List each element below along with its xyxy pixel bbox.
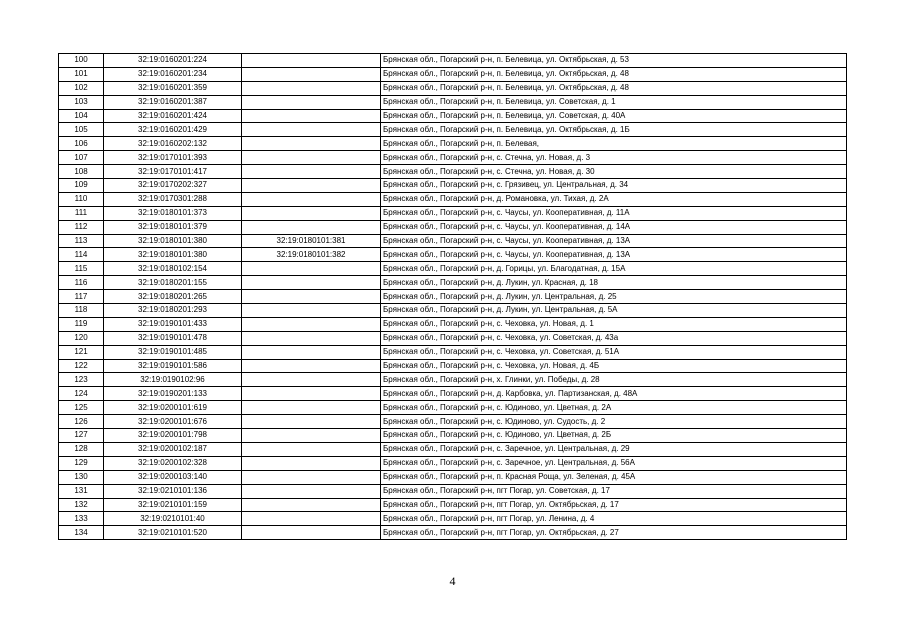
table-row xyxy=(59,512,847,526)
related-cadastral-number-cell xyxy=(242,179,381,193)
related-cadastral-number-cell xyxy=(242,95,381,109)
related-cadastral-number-cell xyxy=(242,165,381,179)
address-cell: Брянская обл., Погарский р-н, с. Грязивец, ул. Центральная, д. 34 xyxy=(381,179,847,193)
related-cadastral-number-cell xyxy=(242,317,381,331)
table-row xyxy=(59,234,847,248)
row-number-cell: 112 xyxy=(59,220,104,234)
address-cell: Брянская обл., Погарский р-н, п. Белевица, ул. Советская, д. 40А xyxy=(381,109,847,123)
table-row xyxy=(59,401,847,415)
related-cadastral-number-cell xyxy=(242,304,381,318)
table-row xyxy=(59,317,847,331)
address-cell: Брянская обл., Погарский р-н, п. Белевица, ул. Октябрьская, д. 48 xyxy=(381,81,847,95)
row-number-cell: 106 xyxy=(59,137,104,151)
address-cell: Брянская обл., Погарский р-н, пгт Погар, ул. Советская, д. 17 xyxy=(381,484,847,498)
address-cell: Брянская обл., Погарский р-н, д. Горицы, ул. Благодатная, д. 15А xyxy=(381,262,847,276)
related-cadastral-number-cell xyxy=(242,206,381,220)
cadastral-number-cell: 32:19:0180201:293 xyxy=(104,304,242,318)
row-number-cell: 124 xyxy=(59,387,104,401)
row-number-cell: 102 xyxy=(59,81,104,95)
cadastral-number-cell: 32:19:0170301:288 xyxy=(104,192,242,206)
table-row xyxy=(59,456,847,470)
cadastral-number-cell: 32:19:0190101:485 xyxy=(104,345,242,359)
table-row xyxy=(59,109,847,123)
cadastral-number-cell: 32:19:0180101:373 xyxy=(104,206,242,220)
row-number-cell: 125 xyxy=(59,401,104,415)
related-cadastral-number-cell xyxy=(242,456,381,470)
table-row xyxy=(59,331,847,345)
row-number-cell: 107 xyxy=(59,151,104,165)
table-row xyxy=(59,137,847,151)
property-table-container xyxy=(58,53,846,540)
cadastral-number-cell: 32:19:0180101:379 xyxy=(104,220,242,234)
cadastral-number-cell: 32:19:0210101:136 xyxy=(104,484,242,498)
table-row xyxy=(59,179,847,193)
address-cell: Брянская обл., Погарский р-н, д. Лукин, ул. Красная, д. 18 xyxy=(381,276,847,290)
address-cell: Брянская обл., Погарский р-н, д. Лукин, ул. Центральная, д. 5А xyxy=(381,304,847,318)
address-cell: Брянская обл., Погарский р-н, п. Белевица, ул. Октябрьская, д. 1Б xyxy=(381,123,847,137)
cadastral-number-cell: 32:19:0180201:265 xyxy=(104,290,242,304)
row-number-cell: 101 xyxy=(59,67,104,81)
property-table-body xyxy=(59,54,847,540)
related-cadastral-number-cell: 32:19:0180101:382 xyxy=(242,248,381,262)
row-number-cell: 128 xyxy=(59,442,104,456)
related-cadastral-number-cell xyxy=(242,512,381,526)
cadastral-number-cell: 32:19:0160202:132 xyxy=(104,137,242,151)
row-number-cell: 120 xyxy=(59,331,104,345)
related-cadastral-number-cell xyxy=(242,470,381,484)
row-number-cell: 116 xyxy=(59,276,104,290)
row-number-cell: 109 xyxy=(59,179,104,193)
cadastral-number-cell: 32:19:0190101:586 xyxy=(104,359,242,373)
page-number: 4 xyxy=(449,574,456,588)
cadastral-number-cell: 32:19:0200101:798 xyxy=(104,429,242,443)
row-number-cell: 100 xyxy=(59,54,104,68)
cadastral-number-cell: 32:19:0190201:133 xyxy=(104,387,242,401)
related-cadastral-number-cell xyxy=(242,498,381,512)
table-row xyxy=(59,95,847,109)
row-number-cell: 103 xyxy=(59,95,104,109)
cadastral-number-cell: 32:19:0160201:359 xyxy=(104,81,242,95)
address-cell: Брянская обл., Погарский р-н, с. Заречное, ул. Центральная, д. 56А xyxy=(381,456,847,470)
address-cell: Брянская обл., Погарский р-н, п. Белевица, ул. Советская, д. 1 xyxy=(381,95,847,109)
related-cadastral-number-cell xyxy=(242,276,381,290)
address-cell: Брянская обл., Погарский р-н, х. Глинки, ул. Победы, д. 28 xyxy=(381,373,847,387)
related-cadastral-number-cell xyxy=(242,220,381,234)
table-row xyxy=(59,81,847,95)
row-number-cell: 134 xyxy=(59,526,104,540)
cadastral-number-cell: 32:19:0210101:40 xyxy=(104,512,242,526)
address-cell: Брянская обл., Погарский р-н, с. Юдиново, ул. Цветная, д. 2А xyxy=(381,401,847,415)
row-number-cell: 126 xyxy=(59,415,104,429)
row-number-cell: 132 xyxy=(59,498,104,512)
related-cadastral-number-cell xyxy=(242,387,381,401)
table-row xyxy=(59,359,847,373)
cadastral-number-cell: 32:19:0170101:417 xyxy=(104,165,242,179)
table-row xyxy=(59,470,847,484)
address-cell: Брянская обл., Погарский р-н, д. Лукин, ул. Центральная, д. 25 xyxy=(381,290,847,304)
table-row xyxy=(59,206,847,220)
address-cell: Брянская обл., Погарский р-н, п. Красная Роща, ул. Зеленая, д. 45А xyxy=(381,470,847,484)
row-number-cell: 121 xyxy=(59,345,104,359)
related-cadastral-number-cell xyxy=(242,331,381,345)
row-number-cell: 114 xyxy=(59,248,104,262)
address-cell: Брянская обл., Погарский р-н, пгт Погар, ул. Октябрьская, д. 17 xyxy=(381,498,847,512)
address-cell: Брянская обл., Погарский р-н, с. Чаусы, ул. Кооперативная, д. 13А xyxy=(381,248,847,262)
related-cadastral-number-cell xyxy=(242,109,381,123)
table-row xyxy=(59,151,847,165)
address-cell: Брянская обл., Погарский р-н, с. Чаусы, ул. Кооперативная, д. 14А xyxy=(381,220,847,234)
related-cadastral-number-cell xyxy=(242,401,381,415)
address-cell: Брянская обл., Погарский р-н, с. Чаусы, ул. Кооперативная, д. 13А xyxy=(381,234,847,248)
table-row xyxy=(59,248,847,262)
related-cadastral-number-cell xyxy=(242,442,381,456)
related-cadastral-number-cell xyxy=(242,373,381,387)
address-cell: Брянская обл., Погарский р-н, п. Белевица, ул. Октябрьская, д. 53 xyxy=(381,54,847,68)
row-number-cell: 129 xyxy=(59,456,104,470)
table-row xyxy=(59,429,847,443)
cadastral-number-cell: 32:19:0180201:155 xyxy=(104,276,242,290)
address-cell: Брянская обл., Погарский р-н, д. Карбовка, ул. Партизанская, д. 48А xyxy=(381,387,847,401)
address-cell: Брянская обл., Погарский р-н, с. Стечна, ул. Новая, д. 3 xyxy=(381,151,847,165)
property-table xyxy=(58,53,847,540)
table-row xyxy=(59,387,847,401)
cadastral-number-cell: 32:19:0160201:224 xyxy=(104,54,242,68)
table-row xyxy=(59,526,847,540)
address-cell: Брянская обл., Погарский р-н, с. Юдиново, ул. Цветная, д. 2Б xyxy=(381,429,847,443)
table-row xyxy=(59,345,847,359)
row-number-cell: 131 xyxy=(59,484,104,498)
table-row xyxy=(59,415,847,429)
cadastral-number-cell: 32:19:0170202:327 xyxy=(104,179,242,193)
cadastral-number-cell: 32:19:0200101:676 xyxy=(104,415,242,429)
cadastral-number-cell: 32:19:0160201:234 xyxy=(104,67,242,81)
address-cell: Брянская обл., Погарский р-н, с. Чаусы, ул. Кооперативная, д. 11А xyxy=(381,206,847,220)
cadastral-number-cell: 32:19:0200103:140 xyxy=(104,470,242,484)
row-number-cell: 108 xyxy=(59,165,104,179)
table-row xyxy=(59,290,847,304)
related-cadastral-number-cell xyxy=(242,262,381,276)
address-cell: Брянская обл., Погарский р-н, пгт Погар, ул. Ленина, д. 4 xyxy=(381,512,847,526)
related-cadastral-number-cell xyxy=(242,415,381,429)
cadastral-number-cell: 32:19:0160201:387 xyxy=(104,95,242,109)
cadastral-number-cell: 32:19:0200102:187 xyxy=(104,442,242,456)
related-cadastral-number-cell xyxy=(242,123,381,137)
table-row xyxy=(59,304,847,318)
row-number-cell: 104 xyxy=(59,109,104,123)
table-row xyxy=(59,484,847,498)
row-number-cell: 111 xyxy=(59,206,104,220)
address-cell: Брянская обл., Погарский р-н, с. Чеховка, ул. Новая, д. 4Б xyxy=(381,359,847,373)
address-cell: Брянская обл., Погарский р-н, пгт Погар, ул. Октябрьская, д. 27 xyxy=(381,526,847,540)
related-cadastral-number-cell xyxy=(242,359,381,373)
related-cadastral-number-cell: 32:19:0180101:381 xyxy=(242,234,381,248)
row-number-cell: 127 xyxy=(59,429,104,443)
cadastral-number-cell: 32:19:0210101:159 xyxy=(104,498,242,512)
address-cell: Брянская обл., Погарский р-н, с. Чеховка, ул. Новая, д. 1 xyxy=(381,317,847,331)
related-cadastral-number-cell xyxy=(242,345,381,359)
cadastral-number-cell: 32:19:0190101:433 xyxy=(104,317,242,331)
address-cell: Брянская обл., Погарский р-н, с. Чеховка, ул. Советская, д. 51А xyxy=(381,345,847,359)
row-number-cell: 119 xyxy=(59,317,104,331)
address-cell: Брянская обл., Погарский р-н, с. Стечна, ул. Новая, д. 30 xyxy=(381,165,847,179)
table-row xyxy=(59,165,847,179)
related-cadastral-number-cell xyxy=(242,429,381,443)
table-row xyxy=(59,192,847,206)
row-number-cell: 115 xyxy=(59,262,104,276)
address-cell: Брянская обл., Погарский р-н, д. Романовка, ул. Тихая, д. 2А xyxy=(381,192,847,206)
table-row xyxy=(59,262,847,276)
table-row xyxy=(59,220,847,234)
table-row xyxy=(59,498,847,512)
cadastral-number-cell: 32:19:0190102:96 xyxy=(104,373,242,387)
table-row xyxy=(59,67,847,81)
table-row xyxy=(59,54,847,68)
cadastral-number-cell: 32:19:0180102:154 xyxy=(104,262,242,276)
related-cadastral-number-cell xyxy=(242,192,381,206)
cadastral-number-cell: 32:19:0160201:429 xyxy=(104,123,242,137)
table-row xyxy=(59,276,847,290)
row-number-cell: 122 xyxy=(59,359,104,373)
address-cell: Брянская обл., Погарский р-н, с. Юдиново, ул. Судость, д. 2 xyxy=(381,415,847,429)
row-number-cell: 118 xyxy=(59,304,104,318)
cadastral-number-cell: 32:19:0210101:520 xyxy=(104,526,242,540)
cadastral-number-cell: 32:19:0200102:328 xyxy=(104,456,242,470)
related-cadastral-number-cell xyxy=(242,484,381,498)
related-cadastral-number-cell xyxy=(242,67,381,81)
cadastral-number-cell: 32:19:0160201:424 xyxy=(104,109,242,123)
row-number-cell: 130 xyxy=(59,470,104,484)
table-row xyxy=(59,373,847,387)
related-cadastral-number-cell xyxy=(242,81,381,95)
address-cell: Брянская обл., Погарский р-н, с. Чеховка, ул. Советская, д. 43а xyxy=(381,331,847,345)
row-number-cell: 133 xyxy=(59,512,104,526)
row-number-cell: 123 xyxy=(59,373,104,387)
cadastral-number-cell: 32:19:0180101:380 xyxy=(104,248,242,262)
row-number-cell: 113 xyxy=(59,234,104,248)
cadastral-number-cell: 32:19:0190101:478 xyxy=(104,331,242,345)
related-cadastral-number-cell xyxy=(242,290,381,304)
cadastral-number-cell: 32:19:0200101:619 xyxy=(104,401,242,415)
row-number-cell: 117 xyxy=(59,290,104,304)
related-cadastral-number-cell xyxy=(242,54,381,68)
row-number-cell: 110 xyxy=(59,192,104,206)
related-cadastral-number-cell xyxy=(242,137,381,151)
related-cadastral-number-cell xyxy=(242,526,381,540)
table-row xyxy=(59,123,847,137)
address-cell: Брянская обл., Погарский р-н, п. Белевая, xyxy=(381,137,847,151)
table-row xyxy=(59,442,847,456)
cadastral-number-cell: 32:19:0170101:393 xyxy=(104,151,242,165)
related-cadastral-number-cell xyxy=(242,151,381,165)
cadastral-number-cell: 32:19:0180101:380 xyxy=(104,234,242,248)
address-cell: Брянская обл., Погарский р-н, с. Заречное, ул. Центральная, д. 29 xyxy=(381,442,847,456)
address-cell: Брянская обл., Погарский р-н, п. Белевица, ул. Октябрьская, д. 48 xyxy=(381,67,847,81)
row-number-cell: 105 xyxy=(59,123,104,137)
